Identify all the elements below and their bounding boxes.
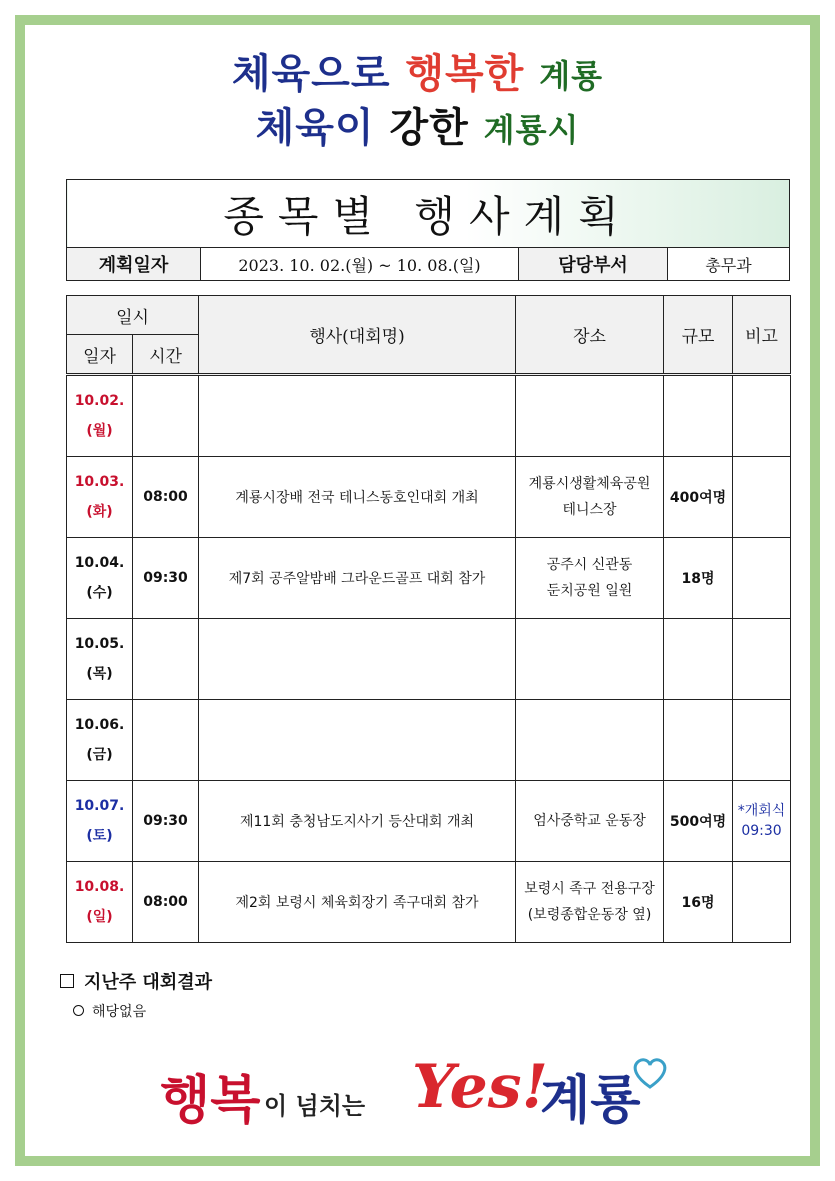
day-text: (목) [86, 666, 113, 682]
scale-cell [664, 700, 733, 781]
scale-cell [664, 375, 733, 457]
day-text: (일) [86, 909, 113, 925]
city-brand-logo [160, 1050, 680, 1140]
date-text: 10.03. [74, 474, 125, 490]
dept-label: 담당부서 [519, 248, 668, 281]
table-row [67, 862, 791, 943]
date-cell [67, 619, 133, 700]
place-line: 보령시 족구 전용구장 [524, 881, 655, 897]
place-cell [516, 619, 664, 700]
table-row [67, 375, 791, 457]
note-line: *개회식 [737, 803, 786, 819]
place-line: 계룡시생활체육공원 [528, 476, 651, 492]
day-text: (토) [86, 828, 113, 844]
note-cell [733, 538, 791, 619]
results-item-text: 해당없음 [92, 1004, 147, 1020]
header-place: 장소 [516, 296, 664, 375]
title-block [66, 179, 790, 281]
period-value: 2023. 10. 02.(월) ~ 10. 08.(일) [201, 248, 519, 281]
event-cell [199, 619, 516, 700]
time-cell [133, 375, 199, 457]
note-cell [733, 781, 791, 862]
place-line: (보령종합운동장 옆) [527, 907, 652, 923]
event-cell: 제11회 충청남도지사기 등산대회 개최 [199, 781, 516, 862]
event-cell [199, 700, 516, 781]
header-note: 비고 [733, 296, 791, 375]
slogan-word: 행복한 [405, 51, 525, 97]
period-label: 계획일자 [67, 248, 201, 281]
date-text: 10.08. [74, 879, 125, 895]
date-text: 10.07. [74, 798, 125, 814]
time-cell: 08:00 [133, 457, 199, 538]
logo-text-part: 행복 [160, 1071, 261, 1131]
note-cell [733, 862, 791, 943]
event-cell: 제7회 공주알밤배 그라운드골프 대회 참가 [199, 538, 516, 619]
schedule-table [66, 295, 791, 943]
time-cell: 09:30 [133, 781, 199, 862]
time-cell [133, 619, 199, 700]
event-cell [199, 375, 516, 457]
date-cell [67, 862, 133, 943]
slogan-word: 체육이 [255, 105, 375, 151]
circle-bullet-icon [73, 1005, 84, 1016]
place-cell [516, 375, 664, 457]
table-row [67, 781, 791, 862]
place-line: 공주시 신관동 [546, 557, 633, 573]
slogan-word: 강한 [389, 105, 469, 151]
scale-cell: 400여명 [664, 457, 733, 538]
place-line: 엄사중학교 운동장 [533, 813, 646, 829]
header-event: 행사(대회명) [199, 296, 516, 375]
last-week-results-heading [60, 968, 212, 994]
place-line: 둔치공원 일원 [546, 583, 633, 599]
time-cell [133, 700, 199, 781]
scale-cell: 500여명 [664, 781, 733, 862]
scale-cell: 18명 [664, 538, 733, 619]
note-cell [733, 619, 791, 700]
slogan-word: 계룡 [539, 57, 604, 95]
logo-text-part: 이 넘치는 [264, 1092, 366, 1120]
date-text: 10.04. [74, 555, 125, 571]
last-week-results-item [73, 1001, 146, 1021]
place-cell [516, 700, 664, 781]
document-title: 종목별 행사계획 [67, 180, 790, 248]
header-scale: 규모 [664, 296, 733, 375]
checkbox-square-icon [60, 974, 74, 988]
scale-cell: 16명 [664, 862, 733, 943]
date-cell [67, 700, 133, 781]
table-row [67, 538, 791, 619]
day-text: (수) [86, 585, 113, 601]
day-text: (월) [86, 423, 113, 439]
results-heading-text: 지난주 대회결과 [84, 972, 212, 993]
header-date: 일자 [67, 335, 133, 375]
date-text: 10.05. [74, 636, 125, 652]
note-cell [733, 457, 791, 538]
slogan-word: 체육으로 [231, 51, 391, 97]
date-cell [67, 781, 133, 862]
place-cell [516, 781, 664, 862]
heart-icon [630, 1056, 670, 1090]
date-text: 10.06. [74, 717, 125, 733]
schedule-body [67, 375, 791, 943]
slogan-line-2 [0, 96, 835, 153]
date-cell [67, 457, 133, 538]
event-cell: 제2회 보령시 체육회장기 족구대회 참가 [199, 862, 516, 943]
place-line: 테니스장 [562, 502, 617, 518]
header-time: 시간 [133, 335, 199, 375]
dept-value: 총무과 [668, 248, 790, 281]
slogan-word: 계룡시 [483, 111, 580, 149]
day-text: (금) [86, 747, 113, 763]
note-cell [733, 375, 791, 457]
table-row [67, 457, 791, 538]
place-cell [516, 538, 664, 619]
note-line: 09:30 [741, 823, 782, 839]
time-cell: 09:30 [133, 538, 199, 619]
event-cell: 계룡시장배 전국 테니스동호인대회 개최 [199, 457, 516, 538]
date-text: 10.02. [74, 393, 125, 409]
table-row [67, 619, 791, 700]
header-datetime: 일시 [67, 296, 199, 335]
slogan-line-1 [0, 42, 835, 99]
date-cell [67, 538, 133, 619]
note-cell [733, 700, 791, 781]
date-cell [67, 375, 133, 457]
place-cell [516, 862, 664, 943]
time-cell: 08:00 [133, 862, 199, 943]
logo-text-part: 계룡 [540, 1071, 641, 1131]
scale-cell [664, 619, 733, 700]
day-text: (화) [86, 504, 113, 520]
place-cell [516, 457, 664, 538]
logo-text-part: Yes! [412, 1052, 548, 1122]
table-row [67, 700, 791, 781]
